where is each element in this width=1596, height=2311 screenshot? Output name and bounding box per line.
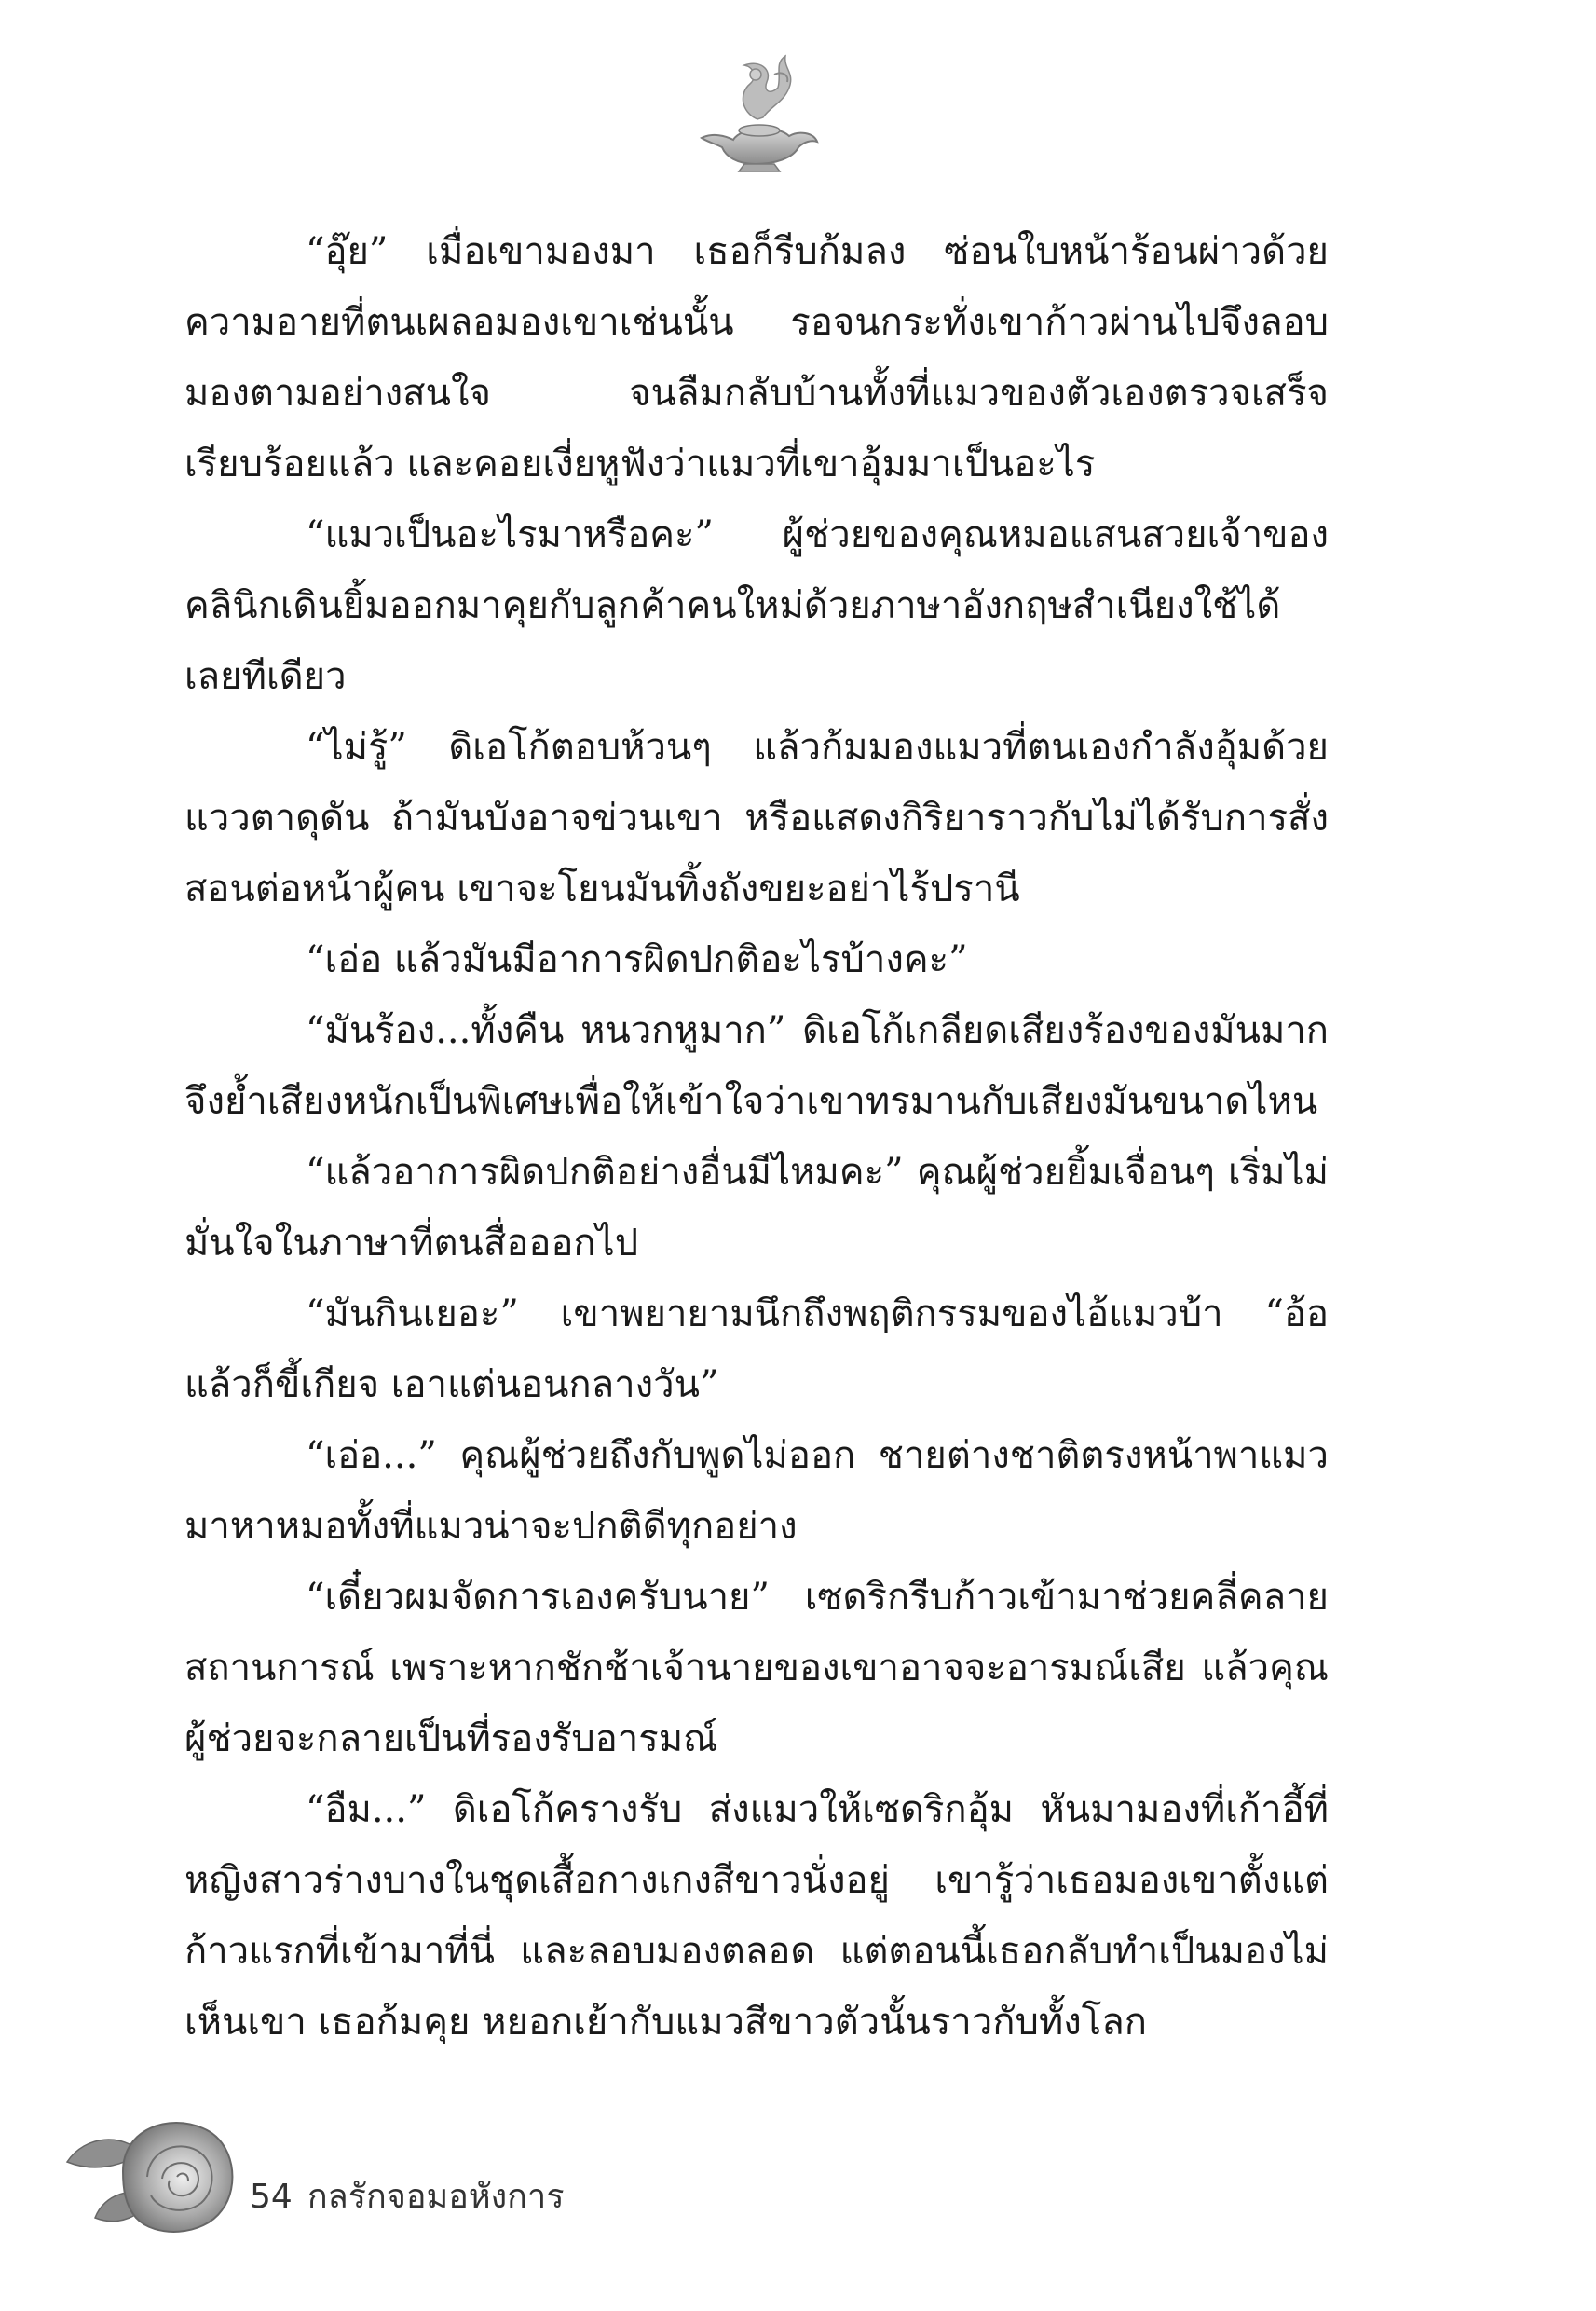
paragraph: “แมวเป็นอะไรมาหรือคะ” ผู้ช่วยของคุณหมอแสนสวยเจ้าของคลินิกเดินยิ้มออกมาคุยกับลูกค้าคนใหม่ด้วยภาษาอังกฤษสำเนียงใช้ได้เลยทีเดียว	[184, 513, 1329, 698]
paragraph: “อุ๊ย” เมื่อเขามองมา เธอก็รีบก้มลง ซ่อนใบหน้าร้อนผ่าวด้วยความอายที่ตนเผลอมองเขาเช่นนั้น รอจนกระทั่งเขาก้าวผ่านไปจึงลอบมองตามอย่างสนใจ จนลืมกลับบ้านทั้งที่แมวของตัวเองตรวจเสร็จเรียบร้อยแล้ว และคอยเงี่ยหูฟังว่าแมวที่เขาอุ้มมาเป็นอะไร	[184, 230, 1329, 485]
paragraph: “เอ่อ...” คุณผู้ช่วยถึงกับพูดไม่ออก ชายต่างชาติตรงหน้าพาแมวมาหาหมอทั้งที่แมวน่าจะปกติดีทุกอย่าง	[184, 1434, 1329, 1548]
book-title: กลรักจอมอหังการ	[307, 2178, 565, 2216]
page-number: 54	[250, 2178, 293, 2216]
paragraph: “ไม่รู้” ดิเอโก้ตอบห้วนๆ แล้วก้มมองแมวที่ตนเองกำลังอุ้มด้วยแววตาดุดัน ถ้ามันบังอาจข่วนเขา หรือแสดงกิริยาราวกับไม่ได้รับการสั่งสอนต่อหน้าผู้คน เขาจะโยนมันทิ้งถังขยะอย่าไร้ปรานี	[184, 726, 1329, 910]
page-footer	[0, 2097, 1596, 2311]
paragraph: “เอ่อ แล้วมันมีอาการผิดปกติอะไรบ้างคะ”	[306, 938, 968, 981]
paragraph: “มันกินเยอะ” เขาพยายามนึกถึงพฤติกรรมของไอ้แมวบ้า “อ้อแล้วก็ขี้เกียจ เอาแต่นอนกลางวัน”	[184, 1292, 1329, 1406]
magic-lamp-genie-icon	[685, 47, 825, 177]
rose-icon	[58, 2097, 253, 2255]
paragraph: “มันร้อง...ทั้งคืน หนวกหูมาก” ดิเอโก้เกลียดเสียงร้องของมันมากจึงย้ำเสียงหนักเป็นพิเศษเพื่อให้เข้าใจว่าเขาทรมานกับเสียงมันขนาดไหน	[184, 1009, 1329, 1123]
footer-label	[250, 2169, 580, 2222]
paragraph: “อืม...” ดิเอโก้ครางรับ ส่งแมวให้เซดริกอุ้ม หันมามองที่เก้าอี้ที่หญิงสาวร่างบางในชุดเสื้อกางเกงสีขาวนั่งอยู่ เขารู้ว่าเธอมองเขาตั้งแต่ก้าวแรกที่เข้ามาที่นี่ และลอบมองตลอด แต่ตอนนี้เธอกลับทำเป็นมองไม่เห็นเขา เธอก้มคุย หยอกเย้ากับแมวสีขาวตัวนั้นราวกับทั้งโลก	[184, 1788, 1329, 2044]
paragraph: “เดี๋ยวผมจัดการเองครับนาย” เซดริกรีบก้าวเข้ามาช่วยคลี่คลายสถานการณ์ เพราะหากชักช้าเจ้านายของเขาอาจจะอารมณ์เสีย แล้วคุณผู้ช่วยจะกลายเป็นที่รองรับอารมณ์	[184, 1576, 1329, 1760]
paragraph: “แล้วอาการผิดปกติอย่างอื่นมีไหมคะ” คุณผู้ช่วยยิ้มเจื่อนๆ เริ่มไม่มั่นใจในภาษาที่ตนสื่อออกไป	[184, 1151, 1329, 1265]
story-text	[184, 216, 1329, 2058]
